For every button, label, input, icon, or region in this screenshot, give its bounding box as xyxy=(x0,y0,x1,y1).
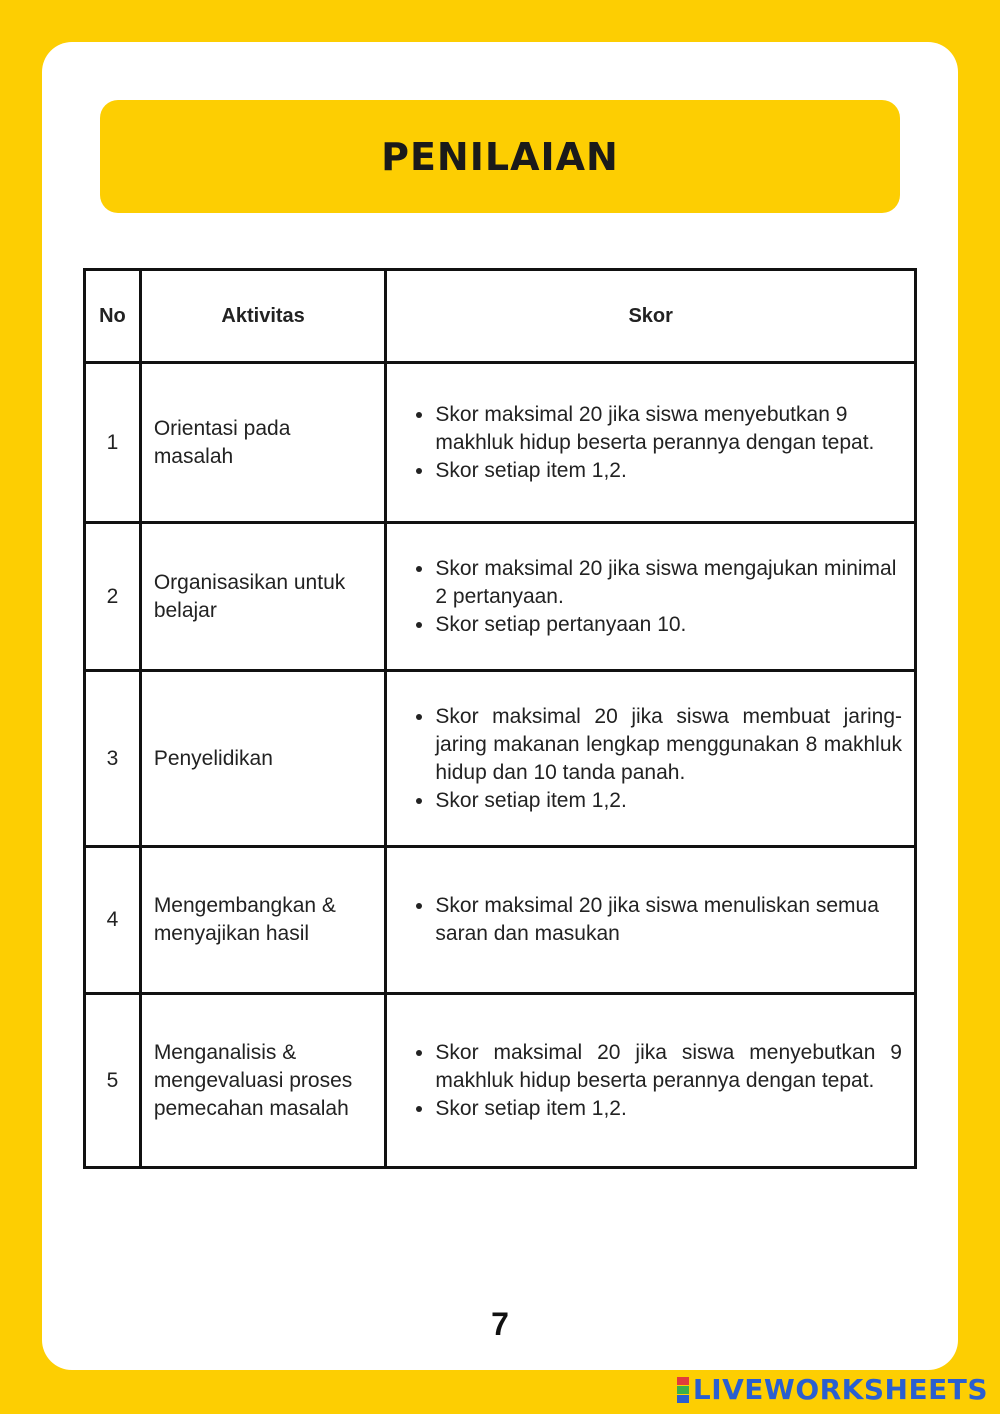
score-item: • Skor maksimal 20 jika siswa membuat jaring-jaring makanan lengkap menggunakan 8 makhluk hidup dan 10 tanda panah. xyxy=(435,703,902,787)
score-list xyxy=(399,703,902,815)
row-number: 2 xyxy=(85,523,141,671)
score-item: • Skor setiap item 1,2. xyxy=(435,1095,902,1123)
page-title: PENILAIAN xyxy=(381,134,619,179)
score-item: • Skor maksimal 20 jika siswa menyebutkan 9 makhluk hidup beserta perannya dengan tepat. xyxy=(435,401,902,457)
score-item: • Skor setiap item 1,2. xyxy=(435,787,902,815)
row-activity: Penyelidikan xyxy=(140,671,386,847)
row-number: 5 xyxy=(85,994,141,1168)
table-row xyxy=(85,523,916,671)
page-number: 7 xyxy=(491,1306,509,1342)
score-list xyxy=(399,555,902,639)
brand-logo xyxy=(677,1373,988,1406)
table-row xyxy=(85,994,916,1168)
score-item: • Skor setiap pertanyaan 10. xyxy=(435,611,902,639)
brand-name: LIVEWORKSHEETS xyxy=(692,1373,988,1406)
table-row xyxy=(85,671,916,847)
score-item: • Skor maksimal 20 jika siswa menuliskan semua saran dan masukan xyxy=(435,892,902,948)
row-activity: Menganalisis & mengevaluasi proses pemecahan masalah xyxy=(140,994,386,1168)
row-number: 4 xyxy=(85,847,141,994)
row-score xyxy=(386,363,916,523)
score-list xyxy=(399,1039,902,1123)
row-activity: Orientasi pada masalah xyxy=(140,363,386,523)
assessment-table xyxy=(83,268,917,1169)
liveworksheets-icon xyxy=(677,1377,689,1403)
header-activity: Aktivitas xyxy=(140,270,386,363)
page-card xyxy=(42,42,958,1370)
table-row xyxy=(85,363,916,523)
score-list xyxy=(399,401,902,485)
row-number: 1 xyxy=(85,363,141,523)
row-number: 3 xyxy=(85,671,141,847)
score-item: • Skor setiap item 1,2. xyxy=(435,457,902,485)
row-score xyxy=(386,523,916,671)
score-item: • Skor maksimal 20 jika siswa menyebutkan 9 makhluk hidup beserta perannya dengan tepat. xyxy=(435,1039,902,1095)
title-banner xyxy=(100,100,900,213)
table-header-row xyxy=(85,270,916,363)
row-score xyxy=(386,847,916,994)
row-activity: Organisasikan untuk belajar xyxy=(140,523,386,671)
score-item: • Skor maksimal 20 jika siswa mengajukan minimal 2 pertanyaan. xyxy=(435,555,902,611)
row-score xyxy=(386,994,916,1168)
header-score: Skor xyxy=(386,270,916,363)
table-row xyxy=(85,847,916,994)
row-score xyxy=(386,671,916,847)
score-list xyxy=(399,892,902,948)
row-activity: Mengembangkan & menyajikan hasil xyxy=(140,847,386,994)
header-no: No xyxy=(85,270,141,363)
